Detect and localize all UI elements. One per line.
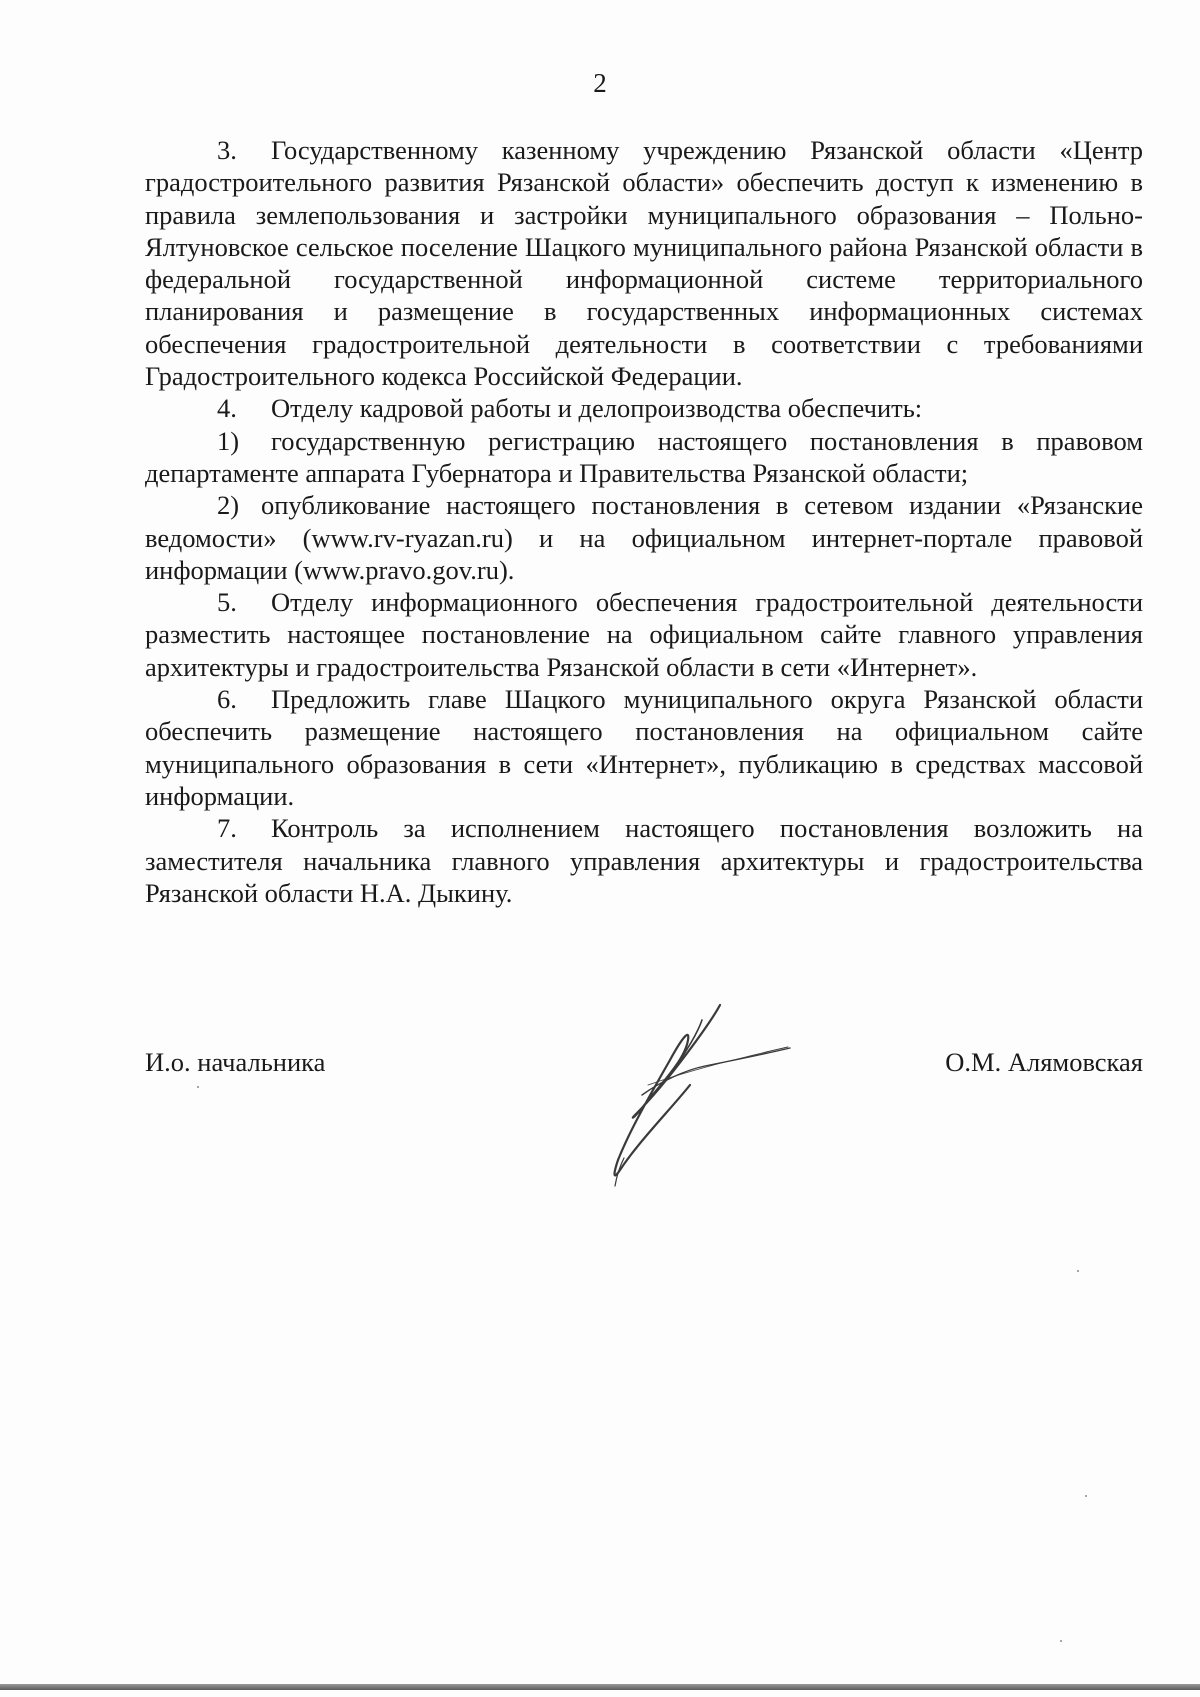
paragraph-item-7 (145, 812, 1143, 909)
handwritten-signature-icon (590, 990, 850, 1190)
paragraph-item-5 (145, 586, 1143, 683)
signatory-name: О.М. Алямовская (945, 1047, 1143, 1077)
paragraph-text: Государственному казенному учреждению Рязанской области «Центр градостроительного развития Рязанской области» обеспечить доступ к изменению в правила землепользования и застройки муниципального образования – Польно-Ялтуновское сельское поселение Шацкого муниципального района Рязанской области в федеральной государственной информационной системе территориального планирования и размещение в государственных информационных системах обеспечения градостроительной деятельности в соответствии с требованиями Градостроительного кодекса Российской Федерации. (145, 135, 1143, 392)
scan-bottom-edge (0, 1684, 1200, 1690)
paragraph-item-4 (145, 392, 1143, 424)
paragraph-text: опубликование настоящего постановления в сетевом издании «Рязанские ведомости» (www.rv-ryazan.ru) и на официальном интернет-портале правовой информации (www.pravo.gov.ru). (145, 490, 1143, 585)
paragraph-subitem-1 (145, 425, 1143, 490)
paragraph-number: 2) (217, 490, 240, 521)
signatory-position: И.о. начальника (145, 1047, 326, 1077)
paragraph-number: 5. (217, 587, 237, 618)
paragraph-number: 1) (217, 425, 240, 456)
scan-speck (197, 1086, 199, 1088)
paragraph-item-6 (145, 683, 1143, 812)
paragraph-text: государственную регистрацию настоящего постановления в правовом департаменте аппарата Губернатора и Правительства Рязанской области; (145, 425, 1143, 488)
scan-speck (1077, 1270, 1079, 1272)
paragraph-subitem-2 (145, 489, 1143, 586)
document-body (145, 134, 1143, 909)
paragraph-text: Отделу кадровой работы и делопроизводства обеспечить: (271, 393, 923, 424)
paragraph-text: Контроль за исполнением настоящего постановления возложить на заместителя начальника главного управления архитектуры и градостроительства Рязанской области Н.А. Дыкину. (145, 813, 1143, 908)
paragraph-text: Отделу информационного обеспечения градостроительной деятельности разместить настоящее постановление на официальном сайте главного управления архитектуры и градостроительства Рязанской области в сети «Интернет». (145, 587, 1143, 682)
paragraph-item-3 (145, 134, 1143, 392)
paragraph-number: 7. (217, 813, 237, 844)
paragraph-number: 4. (217, 393, 237, 424)
scan-speck (1060, 1640, 1062, 1642)
paragraph-number: 6. (217, 684, 237, 715)
scan-speck (1085, 1495, 1087, 1497)
page-number: 2 (593, 68, 607, 98)
paragraph-number: 3. (217, 135, 237, 165)
paragraph-text: Предложить главе Шацкого муниципального округа Рязанской области обеспечить размещение настоящего постановления на официальном сайте муниципального образования в сети «Интернет», публикацию в средствах массовой информации. (145, 684, 1143, 811)
